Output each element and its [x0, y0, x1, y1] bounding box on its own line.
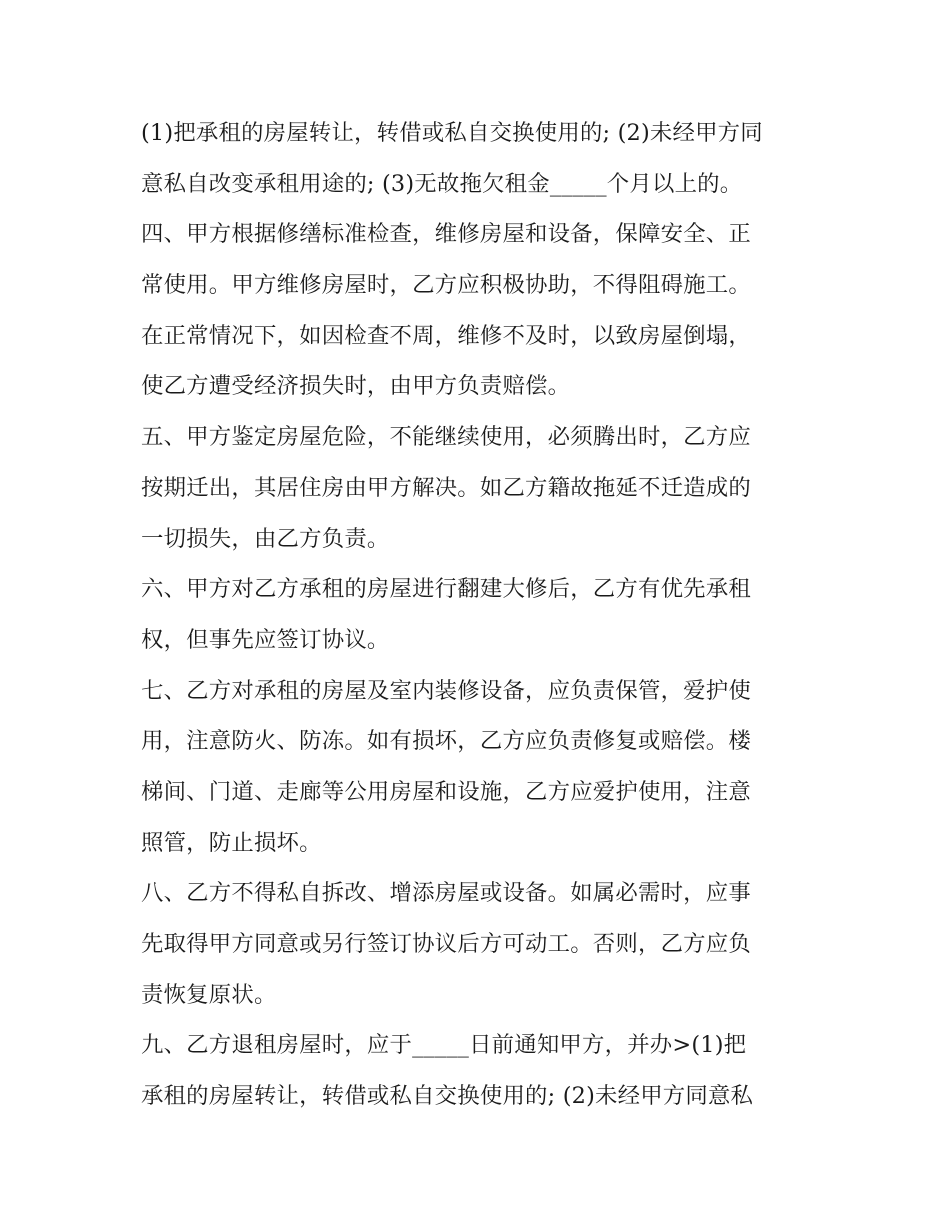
- text-line: 照管，防止损坏。: [141, 829, 322, 856]
- text-line: 用，注意防火、防冻。如有损坏，乙方应负责修复或赔偿。楼: [141, 728, 751, 755]
- text-line: 使乙方遭受经济损失时，由甲方负责赔偿。: [141, 373, 571, 400]
- text-line: 六、甲方对乙方承租的房屋进行翻建大修后，乙方有优先承租: [141, 576, 751, 603]
- text-line: 八、乙方不得私自拆改、增添房屋或设备。如属必需时，应事: [141, 880, 751, 907]
- text-line: 责恢复原状。: [141, 981, 277, 1008]
- text-line: 意私自改变承租用途的; (3)无故拖欠租金_____个月以上的。: [141, 170, 743, 197]
- document-body: [141, 108, 821, 1122]
- text-line: 四、甲方根据修缮标准检查，维修房屋和设备，保障安全、正: [141, 221, 751, 248]
- text-line: 先取得甲方同意或另行签订协议后方可动工。否则，乙方应负: [141, 931, 751, 957]
- text-line: (1)把承租的房屋转让，转借或私自交换使用的; (2)未经甲方同: [141, 120, 763, 146]
- text-line: 在正常情况下，如因检查不周，维修不及时，以致房屋倒塌，: [141, 322, 751, 349]
- text-line: 九、乙方退租房屋时，应于_____日前通知甲方，并办>(1)把: [141, 1032, 747, 1059]
- text-line: 一切损失，由乙方负责。: [141, 525, 390, 552]
- text-line: 五、甲方鉴定房屋危险，不能继续使用，必须腾出时，乙方应: [141, 424, 751, 451]
- text-line: 承租的房屋转让，转借或私自交换使用的; (2)未经甲方同意私: [141, 1083, 754, 1110]
- text-line: 七、乙方对承租的房屋及室内装修设备，应负责保管，爱护使: [141, 677, 751, 704]
- text-line: 梯间、门道、走廊等公用房屋和设施，乙方应爱护使用，注意: [141, 778, 751, 805]
- text-line: 权，但事先应签订协议。: [141, 626, 390, 653]
- text-line: 常使用。甲方维修房屋时，乙方应积极协助，不得阻碍施工。: [141, 272, 751, 299]
- text-line: 按期迁出，其居住房由甲方解决。如乙方籍故拖延不迁造成的: [141, 474, 751, 501]
